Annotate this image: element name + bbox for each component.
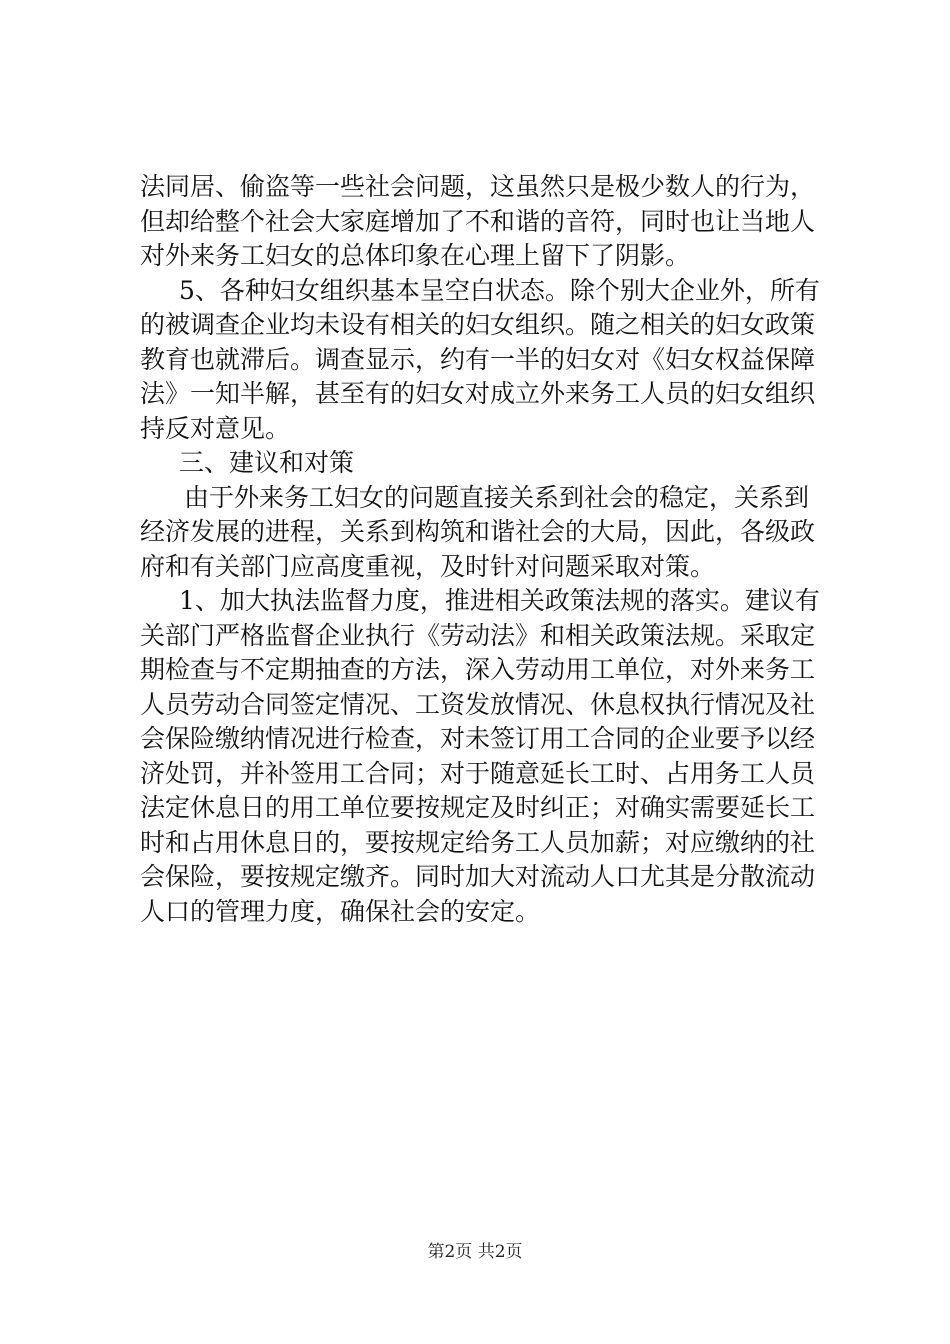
text-line: 关部门严格监督企业执行《劳动法》和相关政策法规。采取定 [140, 620, 816, 650]
text-line: 持反对意见。 [140, 413, 291, 443]
text-line: 人员劳动合同签定情况、工资发放情况、休息权执行情况及社 [140, 689, 816, 719]
text-line: 对外来务工妇女的总体印象在心理上留下了阴影。 [140, 241, 691, 270]
text-line: 会保险，要按规定缴齐。同时加大对流动人口尤其是分散流动 [140, 862, 816, 891]
text-line: 会保险缴纳情况进行检查，对未签订用工合同的企业要予以经 [140, 724, 816, 753]
list-item-heading: 1、加大执法监督力度，推进相关政策法规的落实。建议有 [179, 586, 820, 615]
text-line: 经济发展的进程，关系到构筑和谐社会的大局，因此，各级政 [140, 517, 816, 546]
text-line: 法定休息日的用工单位要按规定及时纠正；对确实需要延长工 [140, 793, 816, 822]
text-line: 期检查与不定期抽查的方法，深入劳动用工单位，对外来务工 [140, 655, 816, 684]
section-heading: 三、建议和对策 [179, 448, 355, 477]
text-line: 府和有关部门应高度重视，及时针对问题采取对策。 [140, 551, 716, 581]
text-line: 人口的管理力度，确保社会的安定。 [140, 896, 541, 926]
paragraph-start: 由于外来务工妇女的问题直接关系到社会的稳定，关系到 [184, 482, 810, 512]
text-line: 但却给整个社会大家庭增加了不和谐的音符，同时也让当地人 [140, 206, 816, 236]
text-line: 法同居、偷盗等一些社会问题，这虽然只是极少数人的行为， [140, 172, 816, 201]
text-line: 济处罚，并补签用工合同；对于随意延长工时、占用务工人员 [140, 758, 816, 788]
list-item-heading: 5、各种妇女组织基本呈空白状态。除个别大企业外，所有 [179, 275, 820, 305]
page-number-footer: 第2页 共2页 [427, 1242, 523, 1262]
text-line: 法》一知半解，甚至有的妇女对成立外来务工人员的妇女组织 [140, 379, 816, 408]
text-line: 时和占用休息日的，要按规定给务工人员加薪；对应缴纳的社 [140, 827, 816, 857]
text-line: 的被调查企业均未设有相关的妇女组织。随之相关的妇女政策 [140, 310, 816, 339]
document-body [140, 170, 830, 929]
text-line: 教育也就滞后。调查显示，约有一半的妇女对《妇女权益保障 [140, 344, 816, 374]
